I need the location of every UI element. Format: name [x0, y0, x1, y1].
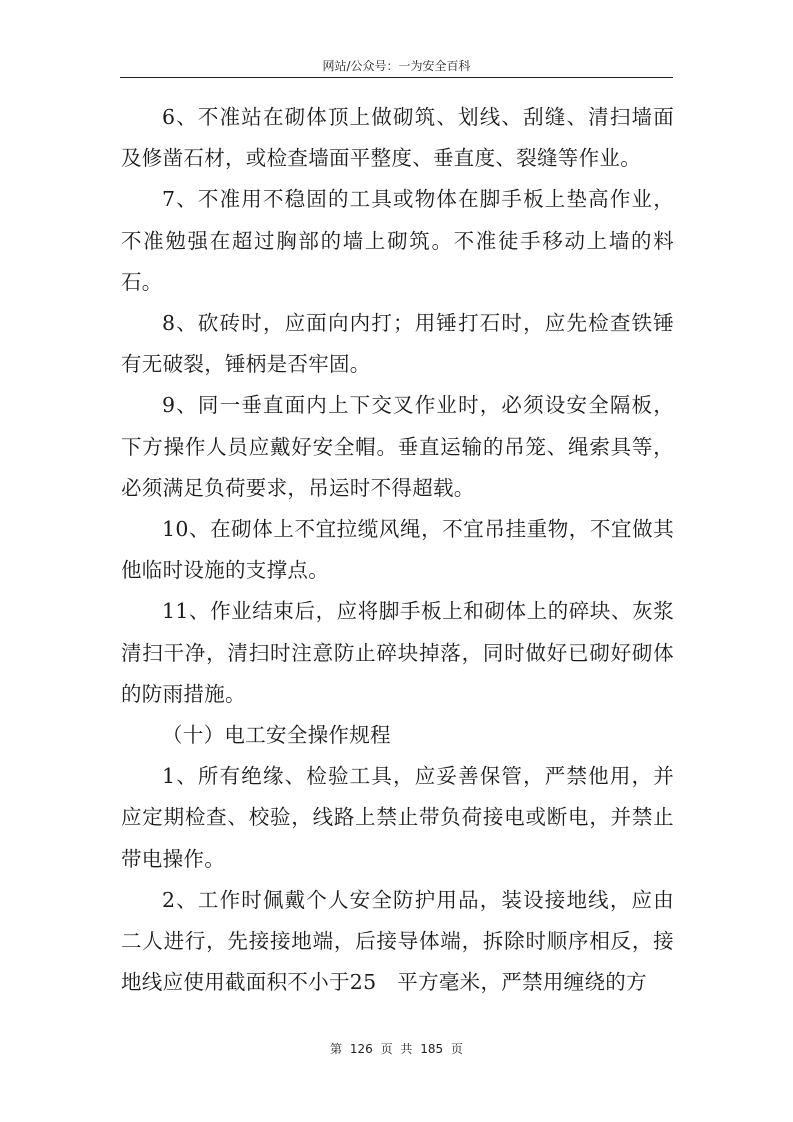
paragraph-item-8: 8、砍砖时，应面向内打；用锤打石时，应先检查铁锤有无破裂，锤柄是否牢固。: [121, 311, 674, 377]
paragraph-item-6: 6、不准站在砌体顶上做砌筑、划线、刮缝、清扫墙面及修凿石材，或检查墙面平整度、垂直度、裂缝等作业。: [121, 105, 674, 171]
paragraph-item-10: 10、在砌体上不宜拉缆风绳，不宜吊挂重物，不宜做其他临时设施的支撑点。: [121, 517, 674, 583]
paragraph-item-9: 9、同一垂直面内上下交叉作业时，必须设安全隔板，下方操作人员应戴好安全帽。垂直运输的吊笼、绳索具等，必须满足负荷要求，吊运时不得超载。: [121, 393, 674, 500]
paragraph-item-7: 7、不准用不稳固的工具或物体在脚手板上垫高作业，不准勉强在超过胸部的墙上砌筑。不准徒手移动上墙的料石。: [121, 187, 674, 294]
page-header: 网站/公众号：一为安全百科: [322, 59, 471, 73]
paragraph-item-2: 2、工作时佩戴个人安全防护用品，装设接地线，应由二人进行，先接接地端，后接导体端，拆除时顺序相反，接地线应使用截面积不小于25 平方毫米，严禁用缠绕的方: [121, 887, 674, 995]
section-heading-electrician: （十）电工安全操作规程: [162, 723, 391, 748]
document-body: [121, 97, 674, 1003]
header-divider: [120, 77, 673, 78]
paragraph-item-11: 11、作业结束后，应将脚手板上和砌体上的碎块、灰浆清扫干净，清扫时注意防止碎块掉落，同时做好已砌好砌体的防雨措施。: [121, 599, 674, 706]
page-footer: 第 126 页 共 185 页: [330, 1042, 463, 1056]
paragraph-item-1: 1、所有绝缘、检验工具，应妥善保管，严禁他用，并应定期检查、校验，线路上禁止带负荷接电或断电，并禁止带电操作。: [121, 764, 674, 871]
